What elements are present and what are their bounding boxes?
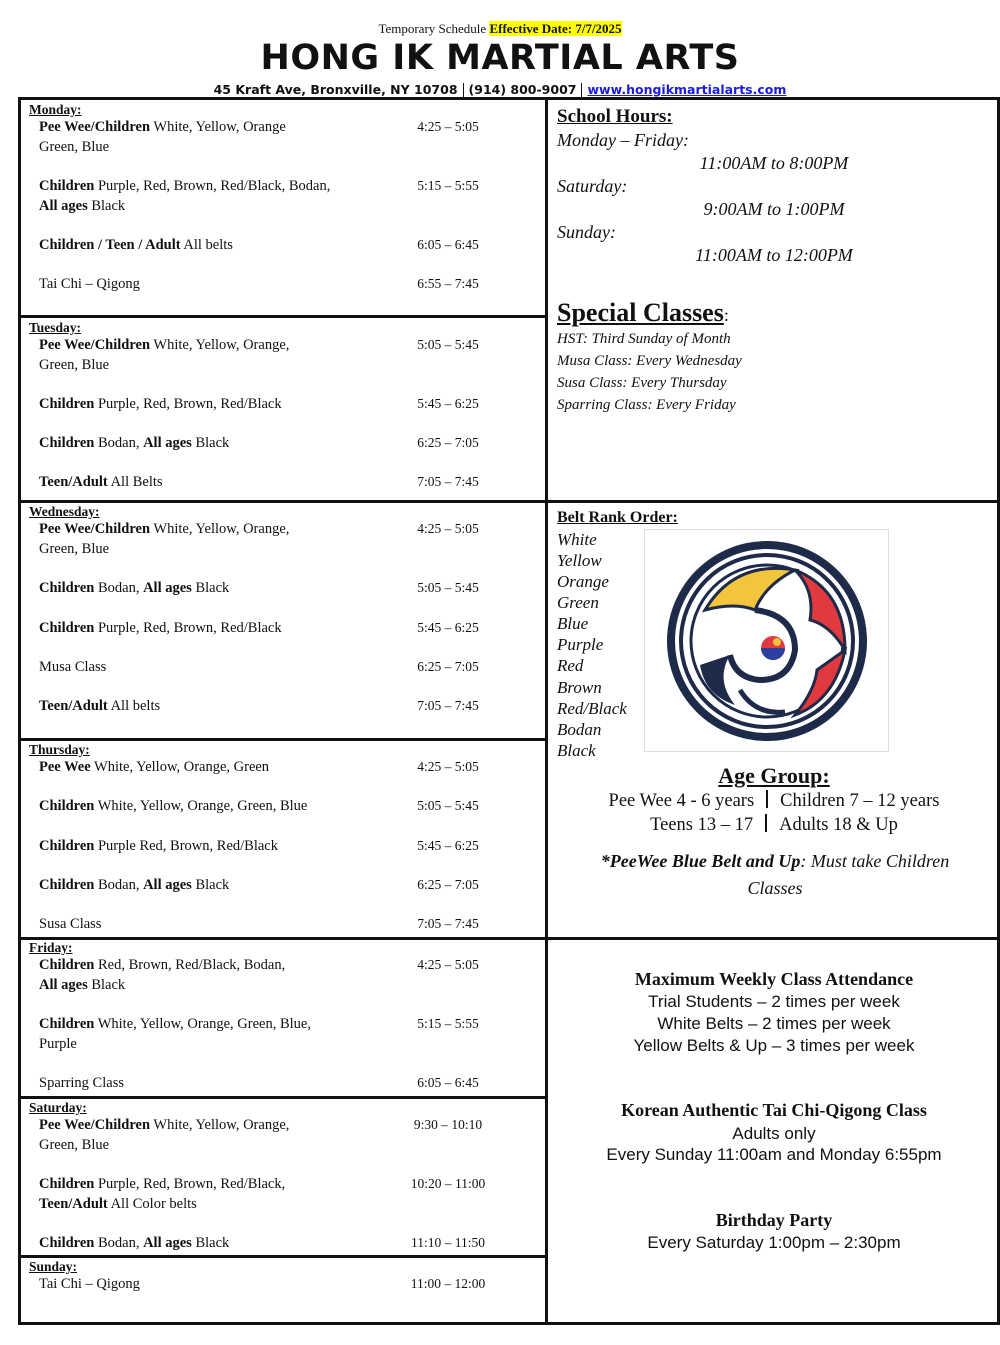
class-time: 7:05 – 7:45 (417, 916, 479, 931)
class-entry: Teen/Adult All belts (39, 698, 161, 714)
address: 45 Kraft Ave, Bronxville, NY 10708 (213, 82, 458, 97)
belt-item: White (557, 530, 597, 549)
class-entry: Musa Class (39, 659, 107, 675)
dragon-logo (644, 529, 889, 752)
class-entry: Pee Wee/Children White, Yellow, Orange, Green, Blue (39, 1117, 290, 1153)
header-contact (0, 82, 1000, 97)
class-entry: Children Bodan, All ages Black (39, 435, 230, 451)
class-entry: Children Bodan, All ages Black (39, 877, 230, 893)
class-entry: Children Bodan, All ages Black (39, 1235, 230, 1251)
belt-item: Blue (557, 614, 589, 633)
class-time: 6:25 – 7:05 (417, 877, 479, 892)
special-class-item: HST: Third Sunday of Month (557, 331, 731, 347)
age-row: Teens 13 – 17 Adults 18 & Up (650, 815, 898, 835)
class-time: 6:55 – 7:45 (417, 276, 479, 291)
divider (18, 500, 1000, 503)
class-entry: Pee Wee/Children White, Yellow, Orange Green, Blue (39, 119, 286, 155)
belt-item: Black (557, 741, 596, 760)
class-entry: Children / Teen / Adult All belts (39, 237, 233, 253)
class-entry: Children Bodan, All ages Black (39, 580, 230, 596)
school-hours-title: School Hours: (557, 106, 673, 127)
class-time: 5:15 – 5:55 (417, 178, 479, 193)
class-time: 5:05 – 5:45 (417, 580, 479, 595)
class-time: 5:05 – 5:45 (417, 337, 479, 352)
special-classes-title: Special Classes: (557, 298, 729, 327)
tai-chi-title: Korean Authentic Tai Chi-Qigong Class (621, 1100, 927, 1120)
class-time: 10:20 – 11:00 (410, 1176, 486, 1191)
birthday-title: Birthday Party (715, 1210, 833, 1230)
class-time: 7:05 – 7:45 (417, 474, 479, 489)
day-heading-friday: Friday: (29, 940, 73, 955)
saturday-hours: 9:00AM to 1:00PM (703, 199, 845, 219)
class-entry: Children Purple, Red, Brown, Red/Black (39, 396, 282, 412)
attendance-line: White Belts – 2 times per week (657, 1014, 891, 1033)
class-time: 6:05 – 6:45 (417, 1075, 479, 1090)
class-time: 5:05 – 5:45 (417, 798, 479, 813)
class-entry: Pee Wee/Children White, Yellow, Orange, Green, Blue (39, 521, 290, 557)
class-entry: Children Purple, Red, Brown, Red/Black, Teen/Adult All Color belts (39, 1176, 286, 1212)
day-heading-thursday: Thursday: (29, 742, 90, 757)
class-entry: Children Red, Brown, Red/Black, Bodan, All ages Black (39, 957, 286, 993)
day-heading-sunday: Sunday: (29, 1259, 78, 1274)
class-time: 5:45 – 6:25 (417, 396, 479, 411)
divider (18, 1096, 548, 1099)
special-class-item: Sparring Class: Every Friday (557, 397, 736, 413)
class-entry: Tai Chi – Qigong (39, 1276, 140, 1292)
belt-item: Orange (557, 572, 609, 591)
belt-item: Purple (557, 635, 604, 654)
class-entry: Sparring Class (39, 1075, 124, 1091)
class-time: 11:10 – 11:50 (411, 1235, 485, 1250)
class-time: 7:05 – 7:45 (417, 698, 479, 713)
divider (18, 1255, 548, 1258)
weekday-hours: 11:00AM to 8:00PM (699, 153, 849, 173)
class-entry: Children Purple, Red, Brown, Red/Black (39, 620, 282, 636)
class-time: 4:25 – 5:05 (417, 521, 479, 536)
class-time: 9:30 – 10:10 (413, 1117, 483, 1132)
day-heading-wednesday: Wednesday: (29, 504, 100, 519)
divider (18, 937, 1000, 940)
peewee-note: *PeeWee Blue Belt and Up: Must take Children Classes (600, 851, 950, 898)
saturday-label: Saturday: (557, 176, 628, 196)
divider (18, 315, 548, 318)
belt-item: Bodan (557, 720, 602, 739)
class-entry: Susa Class (39, 916, 102, 932)
tai-chi-line: Adults only (732, 1124, 816, 1143)
attendance-line: Yellow Belts & Up – 3 times per week (633, 1036, 915, 1055)
special-class-item: Susa Class: Every Thursday (557, 375, 727, 391)
belt-item: Red (557, 656, 584, 675)
belt-item: Yellow (557, 551, 602, 570)
class-time: 4:25 – 5:05 (417, 957, 479, 972)
class-entry: Children White, Yellow, Orange, Green, Blue, Purple (39, 1016, 311, 1052)
day-heading-tuesday: Tuesday: (29, 320, 82, 335)
divider (18, 738, 548, 741)
class-entry: Pee Wee White, Yellow, Orange, Green (39, 759, 270, 775)
belt-rank-title: Belt Rank Order: (557, 509, 678, 526)
special-class-item: Musa Class: Every Wednesday (557, 353, 742, 369)
class-time: 6:05 – 6:45 (417, 237, 479, 252)
page-title: HONG IK MARTIAL ARTS (260, 38, 740, 78)
class-entry: Pee Wee/Children White, Yellow, Orange, Green, Blue (39, 337, 290, 373)
website-link[interactable]: www.hongikmartialarts.com (587, 82, 787, 97)
header-effective-line (0, 21, 1000, 37)
class-time: 4:25 – 5:05 (417, 119, 479, 134)
class-time: 11:00 – 12:00 (410, 1276, 486, 1291)
header-prefix: Temporary Schedule (378, 21, 487, 36)
attendance-line: Trial Students – 2 times per week (648, 992, 900, 1011)
belt-item: Green (557, 593, 599, 612)
class-time: 6:25 – 7:05 (417, 435, 479, 450)
belt-item: Brown (557, 678, 602, 697)
birthday-line: Every Saturday 1:00pm – 2:30pm (647, 1233, 901, 1252)
class-time: 5:45 – 6:25 (417, 838, 479, 853)
sunday-hours: 11:00AM to 12:00PM (695, 245, 853, 265)
day-heading-monday: Monday: (29, 102, 82, 117)
class-entry: Children White, Yellow, Orange, Green, Blue (39, 798, 308, 814)
class-time: 6:25 – 7:05 (417, 659, 479, 674)
class-time: 4:25 – 5:05 (417, 759, 479, 774)
class-entry: Children Purple, Red, Brown, Red/Black, Bodan, All ages Black (39, 178, 331, 214)
class-entry: Teen/Adult All Belts (39, 474, 163, 490)
effective-date: Effective Date: 7/7/2025 (489, 21, 622, 36)
class-time: 5:45 – 6:25 (417, 620, 479, 635)
class-time: 5:15 – 5:55 (417, 1016, 479, 1031)
age-group-title: Age Group: (718, 763, 830, 788)
weekday-label: Monday – Friday: (557, 130, 689, 150)
class-entry: Children Purple Red, Brown, Red/Black (39, 838, 278, 854)
day-heading-saturday: Saturday: (29, 1100, 87, 1115)
tai-chi-line: Every Sunday 11:00am and Monday 6:55pm (606, 1145, 942, 1164)
age-row: Pee Wee 4 - 6 years Children 7 – 12 years (608, 791, 940, 811)
belt-item: Red/Black (557, 699, 627, 718)
phone: (914) 800-9007 (468, 82, 577, 97)
sunday-label: Sunday: (557, 222, 616, 242)
attendance-title: Maximum Weekly Class Attendance (634, 969, 914, 989)
class-entry: Tai Chi – Qigong (39, 276, 140, 292)
